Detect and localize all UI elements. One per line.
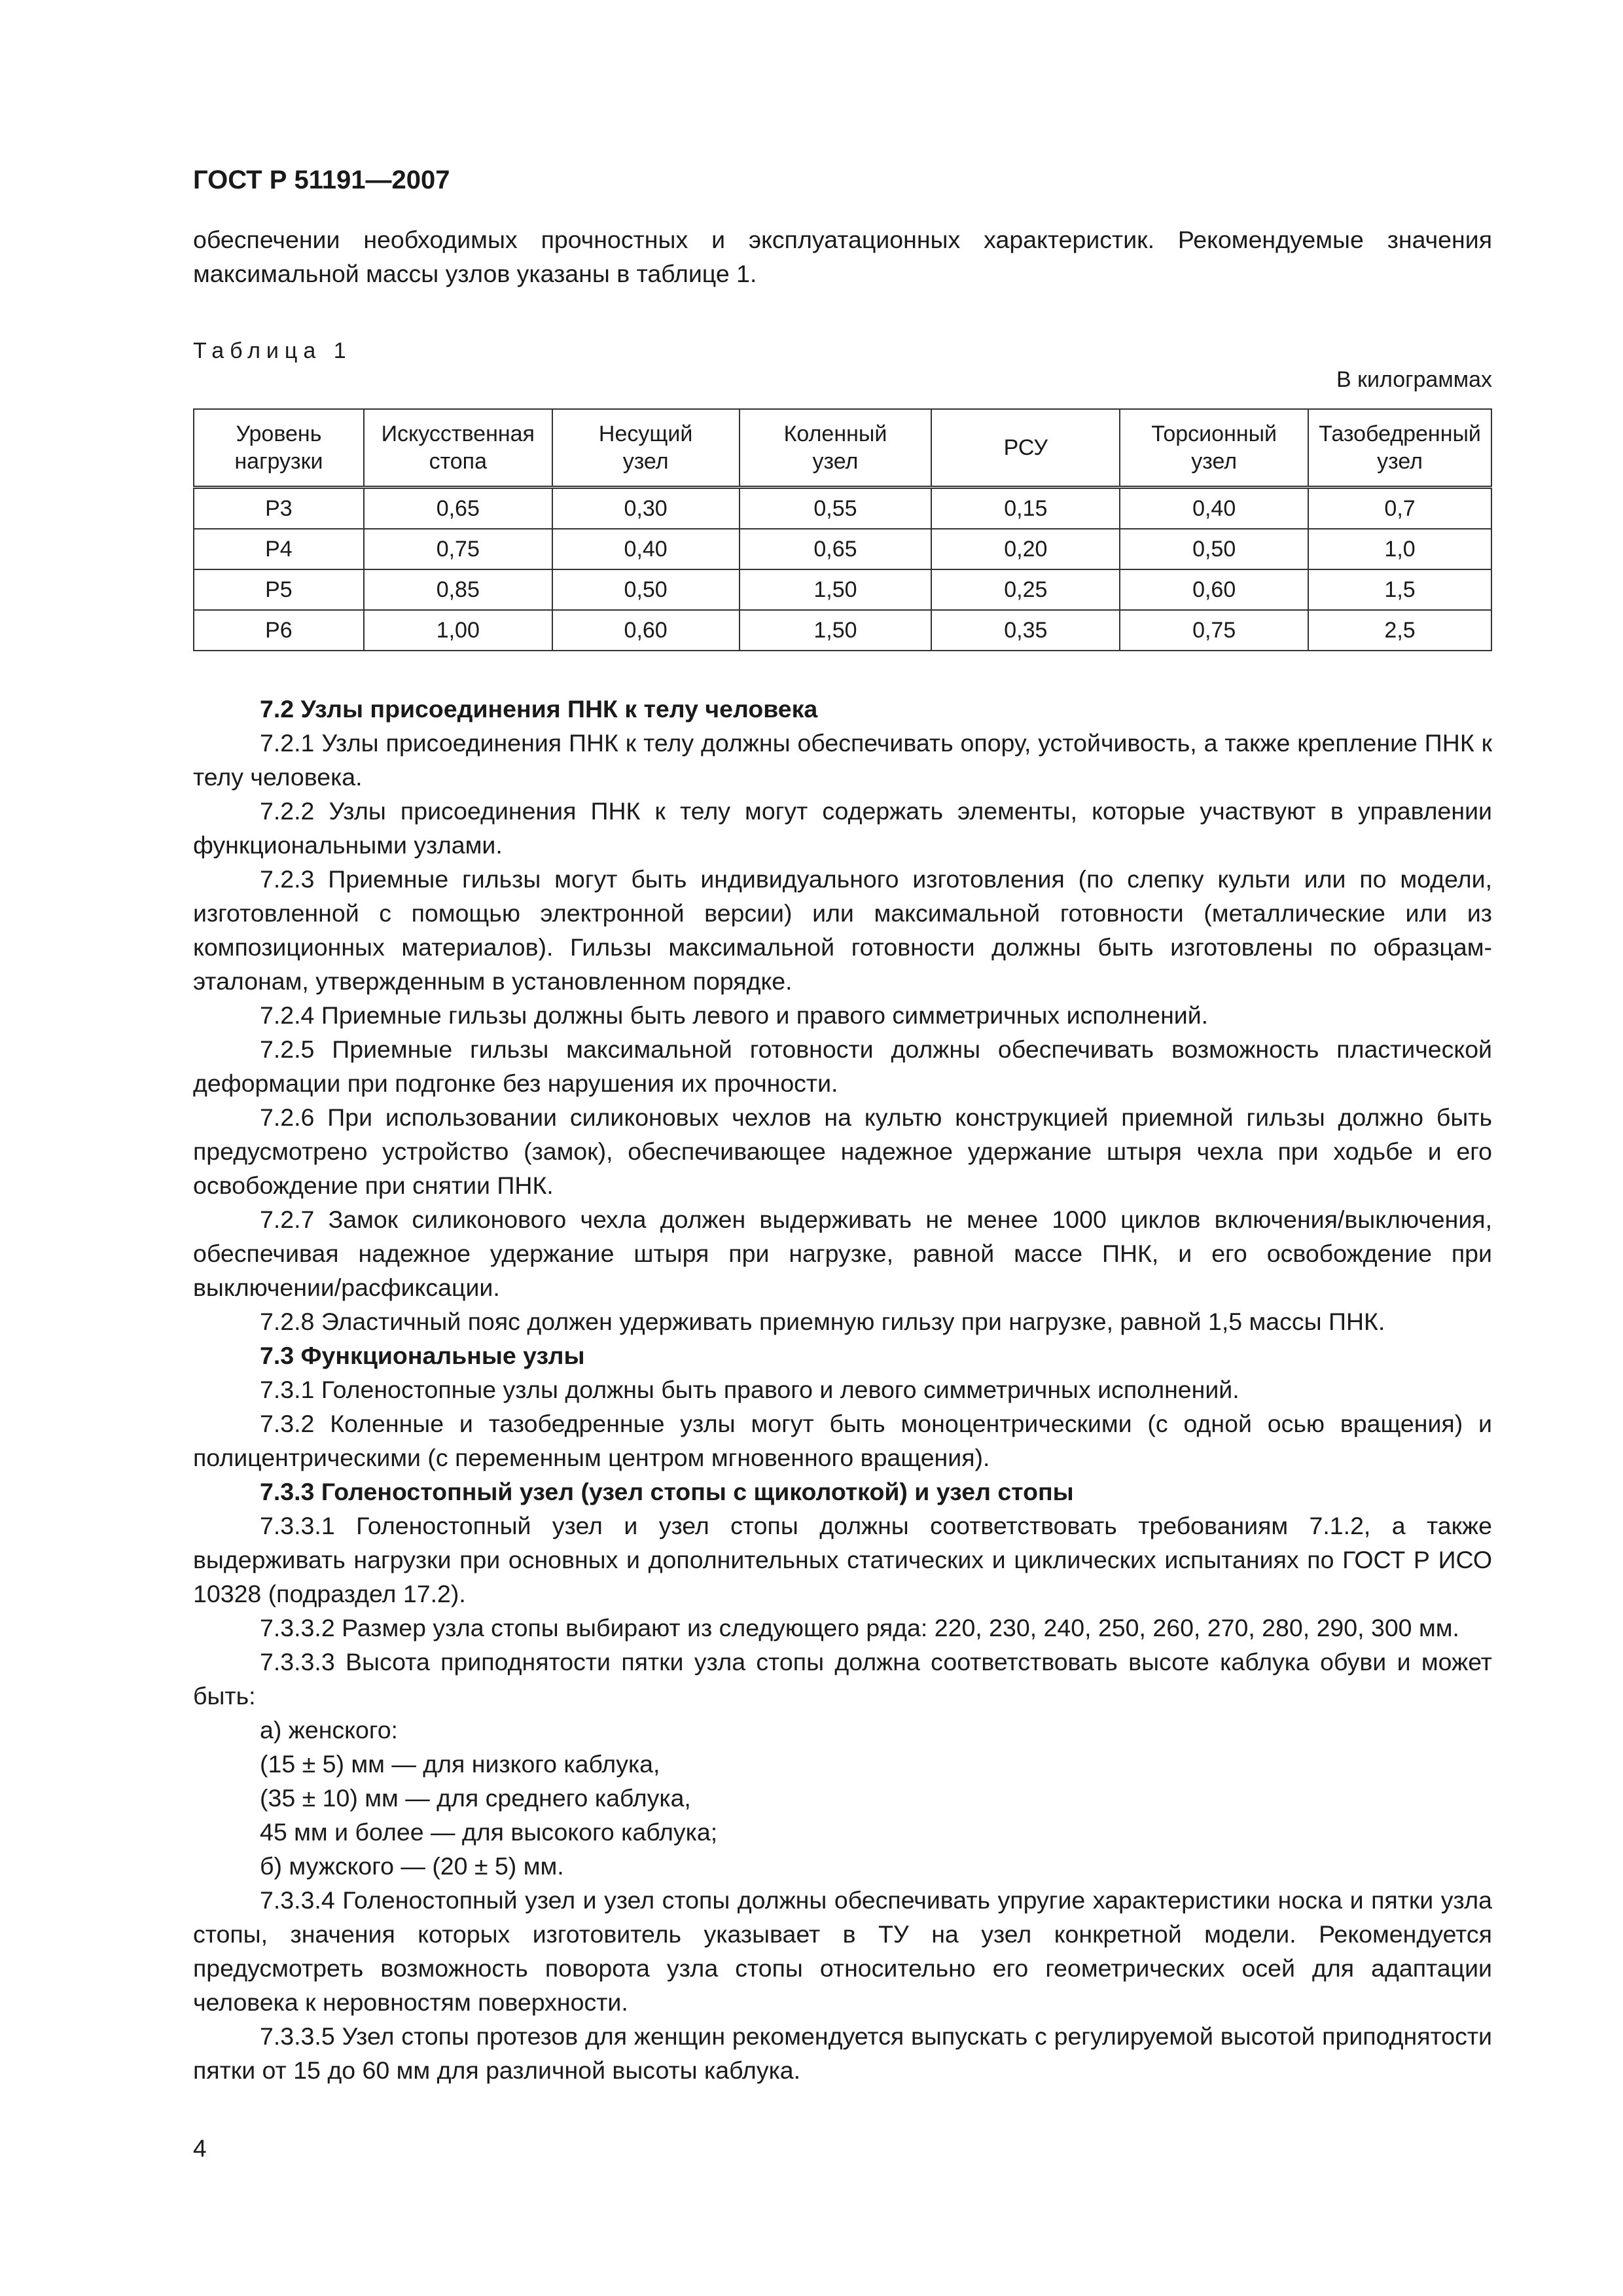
table-cell: 1,5 <box>1308 569 1491 610</box>
clause-7-2-2: 7.2.2 Узлы присоединения ПНК к телу могут содержать элементы, которые участвуют в управлении функциональными узлами. <box>193 797 1492 859</box>
document-page <box>193 164 1492 2087</box>
intro-paragraph: обеспечении необходимых прочностных и эксплуатационных характеристик. Рекомендуемые значения максимальной массы узлов указаны в таблице 1. <box>193 226 1492 287</box>
table-cell: 0,50 <box>1120 529 1308 569</box>
clause-7-2-5: 7.2.5 Приемные гильзы максимальной готовности должны обеспечивать возможность пластической деформации при подгонке без нарушения их прочности. <box>193 1035 1492 1097</box>
table-cell: 0,35 <box>931 610 1120 651</box>
table-cell: 0,85 <box>364 569 552 610</box>
list-item-a: а) женского: <box>260 1716 398 1744</box>
clause-7-3-2: 7.3.2 Коленные и тазобедренные узлы могут быть моноцентрическими (с одной осью вращения) и полицентрическими (с переменным центром мгновенного вращения). <box>193 1410 1492 1471</box>
table-cell: 1,0 <box>1308 529 1491 569</box>
table-units: В килограммах <box>1336 367 1492 392</box>
clause-7-3-1: 7.3.1 Голеностопные узлы должны быть правого и левого симметричных исполнений. <box>260 1376 1240 1403</box>
table-header-cell: РСУ <box>931 409 1120 488</box>
clause-7-2-7: 7.2.7 Замок силиконового чехла должен выдерживать не менее 1000 циклов включения/выключения, обеспечивая надежное удержание штыря при нагрузке, равной массе ПНК, и его освобождение при выключении/расфиксации. <box>193 1206 1492 1301</box>
list-item-a1: (15 ± 5) мм — для низкого каблука, <box>260 1750 660 1778</box>
clause-7-2-1: 7.2.1 Узлы присоединения ПНК к телу должны обеспечивать опору, устойчивость, а также крепление ПНК к телу человека. <box>193 729 1492 791</box>
table-row <box>194 569 1491 610</box>
table-cell: 1,50 <box>740 569 932 610</box>
table-cell: 1,50 <box>740 610 932 651</box>
section-heading-7-3: 7.3 Функциональные узлы <box>260 1342 585 1369</box>
table-cell: 0,75 <box>364 529 552 569</box>
table-cell: 0,50 <box>552 569 740 610</box>
table-cell: 0,7 <box>1308 488 1491 529</box>
table-caption: Таблица 1 <box>193 338 352 363</box>
mass-table <box>193 408 1492 651</box>
table-cell: 0,40 <box>1120 488 1308 529</box>
table-cell: 2,5 <box>1308 610 1491 651</box>
table-header-row <box>194 409 1491 488</box>
section-heading-7-2: 7.2 Узлы присоединения ПНК к телу человека <box>260 695 818 723</box>
table-header-cell: Тазобедренный узел <box>1308 409 1491 488</box>
clause-7-2-3: 7.2.3 Приемные гильзы могут быть индивидуального изготовления (по слепку культи или по модели, изготовленной с помощью электронной версии) или максимальной готовности (металлические или из композиционных материалов). Гильзы максимальной готовности должны быть изготовлены по образцам-эталонам, утвержденным в установленном порядке. <box>193 865 1492 995</box>
table-cell: 0,15 <box>931 488 1120 529</box>
table-header-cell: Торсионный узел <box>1120 409 1308 488</box>
list-item-b: б) мужского — (20 ± 5) мм. <box>260 1852 564 1880</box>
table-cell: 0,65 <box>740 529 932 569</box>
table-cell: 0,25 <box>931 569 1120 610</box>
table-header-cell: Коленный узел <box>740 409 932 488</box>
clause-7-3-3-3: 7.3.3.3 Высота приподнятости пятки узла стопы должна соответствовать высоте каблука обуви и может быть: <box>193 1648 1492 1710</box>
page-number: 4 <box>193 2135 207 2162</box>
clause-7-2-6: 7.2.6 При использовании силиконовых чехлов на культю конструкцией приемной гильзы должно быть предусмотрено устройство (замок), обеспечивающее надежное удержание штыря чехла при ходьбе и его освобождение при снятии ПНК. <box>193 1103 1492 1199</box>
table-row <box>194 610 1491 651</box>
table-cell: 0,60 <box>552 610 740 651</box>
table-cell: 1,00 <box>364 610 552 651</box>
table-row <box>194 488 1491 529</box>
table-row <box>194 529 1491 569</box>
table-cell: Р4 <box>194 529 364 569</box>
table-cell: 0,65 <box>364 488 552 529</box>
clause-7-3-3-5: 7.3.3.5 Узел стопы протезов для женщин рекомендуется выпускать с регулируемой высотой приподнятости пятки от 15 до 60 мм для различной высоты каблука. <box>193 2022 1492 2084</box>
section-heading-7-3-3: 7.3.3 Голеностопный узел (узел стопы с щиколоткой) и узел стопы <box>260 1478 1074 1505</box>
table-cell: Р6 <box>194 610 364 651</box>
list-item-a3: 45 мм и более — для высокого каблука; <box>260 1818 718 1846</box>
table-cell: 0,55 <box>740 488 932 529</box>
clause-7-3-3-4: 7.3.3.4 Голеностопный узел и узел стопы должны обеспечивать упругие характеристики носка и пятки узла стопы, значения которых изготовитель указывает в ТУ на узел конкретной модели. Рекомендуется предусмотреть возможность поворота узла стопы относительно его геометрических осей для адаптации человека к неровностям поверхности. <box>193 1886 1492 2016</box>
table-header-cell: Искусственная стопа <box>364 409 552 488</box>
table-cell: Р3 <box>194 488 364 529</box>
document-header: ГОСТ Р 51191—2007 <box>193 166 450 194</box>
table-cell: 0,60 <box>1120 569 1308 610</box>
clause-7-2-8: 7.2.8 Эластичный пояс должен удерживать приемную гильзу при нагрузке, равной 1,5 массы ПНК. <box>260 1308 1385 1335</box>
table-cell: Р5 <box>194 569 364 610</box>
table-cell: 0,75 <box>1120 610 1308 651</box>
clause-7-2-4: 7.2.4 Приемные гильзы должны быть левого и правого симметричных исполнений. <box>260 1001 1209 1029</box>
clause-7-3-3-2: 7.3.3.2 Размер узла стопы выбирают из следующего ряда: 220, 230, 240, 250, 260, 270, 280, 290, 300 мм. <box>260 1614 1459 1641</box>
list-item-a2: (35 ± 10) мм — для среднего каблука, <box>260 1784 691 1812</box>
table-cell: 0,30 <box>552 488 740 529</box>
clause-7-3-3-1: 7.3.3.1 Голеностопный узел и узел стопы должны соответствовать требованиям 7.1.2, а также выдерживать нагрузки при основных и дополнительных статических и циклических испытаниях по ГОСТ Р ИСО 10328 (подраздел 17.2). <box>193 1512 1492 1607</box>
table-cell: 0,20 <box>931 529 1120 569</box>
table-header-cell: Уровень нагрузки <box>194 409 364 488</box>
table-header-cell: Несущий узел <box>552 409 740 488</box>
table-cell: 0,40 <box>552 529 740 569</box>
